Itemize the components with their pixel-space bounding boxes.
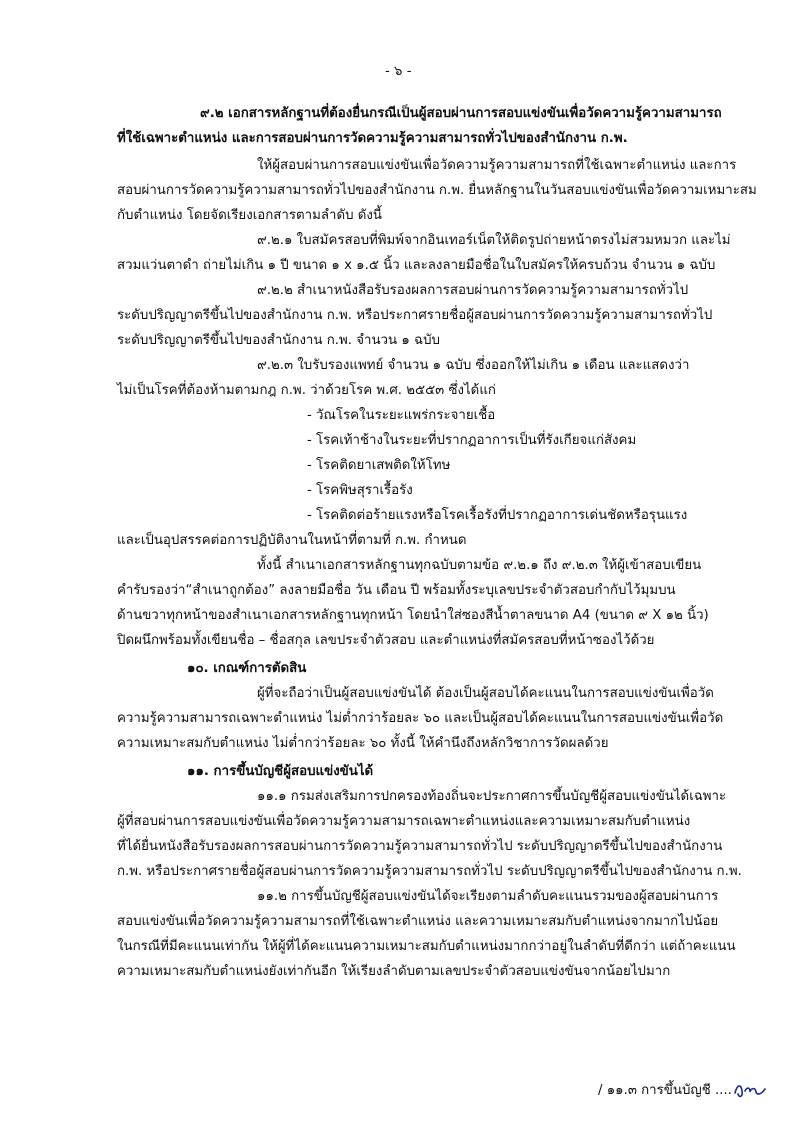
note-line-3: ด้านขวาทุกหน้าของสำเนาเอกสารหลักฐานทุกหน้า โดยนำใส่ซองสีน้ำตาลขนาด A4 (ขนาด ๙ X ๑๒ นิ้ว) [117, 608, 709, 623]
section-10-line-3: ความเหมาะสมกับตำแหน่ง ไม่ต่ำกว่าร้อยละ ๖๐ ทั้งนี้ ให้คำนึงถึงหลักวิชาการวัดผลด้วย [117, 736, 609, 751]
item-11-2-line-2: สอบแข่งขันเพื่อวัดความรู้ความสามารถที่ใช้เฉพาะตำแหน่ง และความเหมาะสมกับตำแหน่งจากมากไปน้อย [117, 914, 719, 929]
disease-item: - โรคติดต่อร้ายแรงหรือโรคเรื้อรังที่ปรากฏอาการเด่นชัดหรือรุนแรง [307, 508, 688, 523]
intro-line-2: สอบผ่านการวัดความรู้ความสามารถทั่วไปของสำนักงาน ก.พ. ยื่นหลักฐานในวันสอบแข่งขันเพื่อวัดความเหมาะสม [117, 183, 757, 198]
disease-item: - โรคเท้าช้างในระยะที่ปรากฏอาการเป็นที่รังเกียจแก่สังคม [307, 433, 637, 448]
section-9-2-heading-line-1: ๙.๒ เอกสารหลักฐานที่ต้องยื่นกรณีเป็นผู้สอบผ่านการสอบแข่งขันเพื่อวัดความรู้ความสามารถ [200, 106, 722, 121]
item-11-2-line-1: ๑๑.๒ การขึ้นบัญชีผู้สอบแข่งขันได้จะเรียงตามลำดับคะแนนรวมของผู้สอบผ่านการ [257, 889, 719, 904]
note-line-4: ปิดผนึกพร้อมทั้งเขียนชื่อ – ชื่อสกุล เลขประจำตัวสอบ และตำแหน่งที่สมัครสอบที่หน้าซองไว้ด้วย [117, 633, 655, 648]
item-11-1-line-1: ๑๑.๑ กรมส่งเสริมการปกครองท้องถิ่นจะประกาศการขึ้นบัญชีผู้สอบแข่งขันได้เฉพาะ [257, 789, 727, 804]
disease-item: - โรคพิษสุราเรื้อรัง [307, 483, 413, 498]
item-11-1-line-3: ที่ได้ยื่นหนังสือรับรองผลการสอบผ่านการวัดความรู้ความสามารถทั่วไป ระดับปริญญาตรีขึ้นไปของสำนักงาน [117, 839, 723, 854]
item-9-2-1-line-1: ๙.๒.๑ ใบสมัครสอบที่พิมพ์จากอินเทอร์เน็ตให้ติดรูปถ่ายหน้าตรงไม่สวมหมวก และไม่ [257, 233, 731, 248]
item-11-1-line-2: ผู้ที่สอบผ่านการสอบแข่งขันเพื่อวัดความรู้ความสามารถเฉพาะตำแหน่งและความเหมาะสมกับตำแหน่ง [117, 814, 691, 829]
disease-item: - โรคติดยาเสพติดให้โทษ [307, 458, 451, 473]
item-11-1-line-4: ก.พ. หรือประกาศรายชื่อผู้สอบผ่านการวัดความรู้ความสามารถทั่วไป ระดับปริญญาตรีขึ้นไปของสำนักงาน ก.พ. [117, 864, 742, 879]
item-9-2-3-line-2: ไม่เป็นโรคที่ต้องห้ามตามกฎ ก.พ. ว่าด้วยโรค พ.ศ. ๒๕๕๓ ซึ่งได้แก่ [117, 383, 496, 398]
intro-line-1: ให้ผู้สอบผ่านการสอบแข่งขันเพื่อวัดความรู้ความสามารถที่ใช้เฉพาะตำแหน่ง และการ [257, 158, 737, 173]
section-10-line-1: ผู้ที่จะถือว่าเป็นผู้สอบแข่งขันได้ ต้องเป็นผู้สอบได้คะแนนในการสอบแข่งขันเพื่อวัด [257, 686, 714, 701]
section-10-line-2: ความรู้ความสามารถเฉพาะตำแหน่ง ไม่ต่ำกว่าร้อยละ ๖๐ และเป็นผู้สอบได้คะแนนในการสอบแข่งขันเพื่อวัด [117, 711, 724, 726]
disease-tail: และเป็นอุปสรรคต่อการปฏิบัติงานในหน้าที่ตามที่ ก.พ. กำหนด [117, 533, 467, 548]
item-9-2-1-line-2: สวมแว่นตาดำ ถ่ายไม่เกิน ๑ ปี ขนาด ๑ x ๑.๕ นิ้ว และลงลายมือชื่อในใบสมัครให้ครบถ้วน จำนวน ๑ ฉบับ [117, 258, 716, 273]
item-11-2-line-3: ในกรณีที่มีคะแนนเท่ากัน ให้ผู้ที่ได้คะแนนความเหมาะสมกับตำแหน่งมากกว่าอยู่ในลำดับที่ดีกว่า แต่ถ้าคะแนน [117, 939, 736, 954]
note-line-2: คำรับรองว่า“สำเนาถูกต้อง” ลงลายมือชื่อ วัน เดือน ปี พร้อมทั้งระบุเลขประจำตัวสอบกำกับไว้มุมบน [117, 583, 676, 598]
item-9-2-2-line-1: ๙.๒.๒ สำเนาหนังสือรับรองผลการสอบผ่านการวัดความรู้ความสามารถทั่วไป [257, 283, 689, 298]
section-9-2-heading-line-2: ที่ใช้เฉพาะตำแหน่ง และการสอบผ่านการวัดความรู้ความสามารถทั่วไปของสำนักงาน ก.พ. [117, 131, 628, 146]
signature-initials [731, 1079, 771, 1101]
item-9-2-2-line-3: ระดับปริญญาตรีขึ้นไปของสำนักงาน ก.พ. จำนวน ๑ ฉบับ [117, 333, 440, 348]
section-10-heading: ๑๐. เกณฑ์การตัดสิน [187, 661, 307, 676]
footer-continuation: / ๑๑.๓ การขึ้นบัญชี .... [598, 1083, 732, 1098]
note-line-1: ทั้งนี้ สำเนาเอกสารหลักฐานทุกฉบับตามข้อ ๙.๒.๑ ถึง ๙.๒.๓ ให้ผู้เข้าสอบเขียน [257, 558, 702, 573]
item-9-2-2-line-2: ระดับปริญญาตรีขึ้นไปของสำนักงาน ก.พ. หรือประกาศรายชื่อผู้สอบผ่านการวัดความรู้ความสามารถทั่วไป [117, 308, 713, 323]
disease-item: - วัณโรคในระยะแพร่กระจายเชื้อ [307, 408, 496, 423]
item-11-2-line-4: ความเหมาะสมกับตำแหน่งยังเท่ากันอีก ให้เรียงลำดับตามเลขประจำตัวสอบแข่งขันจากน้อยไปมาก [117, 964, 671, 979]
page-number: - ๖ - [385, 64, 412, 79]
item-9-2-3-line-1: ๙.๒.๓ ใบรับรองแพทย์ จำนวน ๑ ฉบับ ซึ่งออกให้ไม่เกิน ๑ เดือน และแสดงว่า [257, 358, 690, 373]
section-11-heading: ๑๑. การขึ้นบัญชีผู้สอบแข่งขันได้ [187, 764, 374, 779]
intro-line-3: กับตำแหน่ง โดยจัดเรียงเอกสารตามลำดับ ดังนี้ [117, 208, 383, 223]
